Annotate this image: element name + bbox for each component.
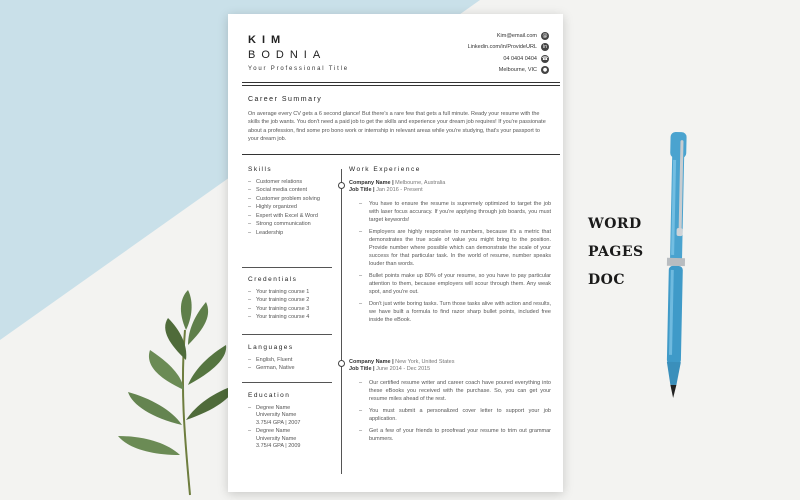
job-title: Job Title |	[349, 187, 375, 193]
job-title: Job Title |	[349, 366, 375, 372]
languages-heading: Languages	[248, 344, 294, 351]
first-name: KIM	[248, 34, 287, 46]
education-heading: Education	[248, 392, 291, 399]
skill-item: – Leadership	[248, 230, 328, 237]
timeline-line	[341, 169, 342, 474]
job-company	[349, 180, 551, 186]
company-location: New York, United States	[393, 359, 455, 365]
credentials-section	[248, 276, 309, 323]
education-item	[248, 428, 300, 450]
summary-text: On average every CV gets a 6 second glance! But there's a rare few that gets a full minute. Ready your resume with the skills the job wants. You don't need a paid job to get the skills and experience your dream job requires! If you're passionate about a profession, find some pro bono work or internship in relevant areas while you're studying, that's your passport to your dream job.	[248, 111, 546, 142]
language-item: – English, Fluent	[248, 357, 295, 364]
contact-block	[399, 30, 549, 76]
last-name: BODNIA	[248, 49, 327, 61]
format-label-doc: DOC	[588, 272, 625, 288]
job-entry	[349, 359, 551, 448]
credentials-heading: Credentials	[248, 276, 298, 283]
job-entry	[349, 180, 551, 329]
skill-item: – Highly organized	[248, 204, 328, 211]
education-item	[248, 405, 300, 427]
format-label-pages: PAGES	[588, 244, 644, 260]
languages-section	[248, 344, 295, 374]
job-bullet: – Bullet points make up 80% of your resume, so you have to pay particular attention to them, because employers will scour through them. Any weak spot, and you're out.	[359, 273, 551, 297]
company-location: Melbourne, Australia	[393, 180, 446, 186]
job-dates: Jan 2016 - Present	[374, 187, 423, 193]
skill-item: – Social media content	[248, 187, 328, 194]
credential-item: – Your training course 1	[248, 289, 309, 296]
timeline-dot	[338, 182, 345, 189]
phone-icon: ☎	[541, 55, 549, 62]
skills-section	[248, 166, 328, 238]
experience-heading: Work Experience	[349, 166, 421, 173]
company-name: Company Name |	[349, 180, 394, 186]
skill-item: – Customer problem solving	[248, 196, 328, 203]
credential-item: – Your training course 4	[248, 314, 309, 321]
skill-item: – Expert with Excel & Word	[248, 213, 328, 220]
contact-linkedin-text: Linkedin.com/in/ProvideURL	[467, 44, 537, 51]
email-icon: @	[542, 32, 548, 39]
job-bullet: – Our certified resume writer and career coach have poured everything into these eBooks you received with the purchase. So, you can get your resume miles ahead of the rest.	[359, 380, 551, 404]
language-item: – German, Native	[248, 365, 295, 372]
linkedin-icon: in	[542, 44, 548, 51]
contact-location	[399, 65, 549, 77]
degree-name: – Degree Name	[256, 405, 291, 411]
contact-linkedin	[399, 42, 549, 54]
professional-title: Your Professional Title	[248, 66, 349, 72]
skills-divider	[242, 267, 332, 268]
format-label-word: WORD	[588, 216, 642, 232]
header-rule-bottom	[242, 85, 560, 86]
contact-phone	[399, 53, 549, 65]
job-title-line	[349, 366, 551, 372]
contact-phone-text: 04 0404 0404	[503, 55, 537, 62]
gpa-year: 3.75/4 GPA | 2007	[256, 419, 301, 426]
job-bullet: – You have to ensure the resume is supremely optimized to target the job with laser focus accuracy. If you're applying through job boards, you must target keywords!	[359, 201, 551, 225]
credentials-divider	[242, 334, 332, 335]
skill-item: – Customer relations	[248, 179, 328, 186]
skills-heading: Skills	[248, 166, 273, 173]
education-section	[248, 392, 300, 452]
contact-email	[399, 30, 549, 42]
languages-divider	[242, 382, 332, 383]
university-name: University Name	[256, 412, 297, 419]
job-dates: June 2014 - Dec 2015	[374, 366, 431, 372]
job-title-line	[349, 187, 551, 193]
job-bullet: – Get a few of your friends to proofread your resume to trim out grammar bummers.	[359, 428, 551, 444]
summary-divider	[242, 154, 560, 155]
skill-item: – Strong communication	[248, 221, 328, 228]
contact-location-text: Melbourne, VIC	[498, 67, 537, 74]
job-bullet: – Don't just write boring tasks. Turn those tasks alive with action and results, we have built a formula to find razor sharp bullet points, included free inside the eBook.	[359, 301, 551, 325]
header-rule-top	[242, 82, 560, 83]
university-name: University Name	[256, 435, 297, 442]
job-bullet: – You must submit a personalized cover letter to support your job application.	[359, 408, 551, 424]
credential-item: – Your training course 3	[248, 306, 309, 313]
job-bullet: – Employers are highly responsive to numbers, because it's a metric that demonstrates the true scale of value you might bring to the position. Provide number where possible which can demonstrate the scale of your success for that particular task. In the world of resume, number speaks louder than words.	[359, 229, 551, 269]
credential-item: – Your training course 2	[248, 297, 309, 304]
gpa-year: 3.75/4 GPA | 2009	[256, 443, 301, 450]
summary-heading: Career Summary	[248, 96, 323, 103]
job-company	[349, 359, 551, 365]
timeline-dot	[338, 360, 345, 367]
degree-name: – Degree Name	[256, 428, 291, 435]
resume-page	[228, 14, 563, 492]
contact-email-text: Kim@email.com	[496, 32, 537, 39]
location-icon: ●	[542, 67, 548, 74]
company-name: Company Name |	[349, 359, 394, 365]
